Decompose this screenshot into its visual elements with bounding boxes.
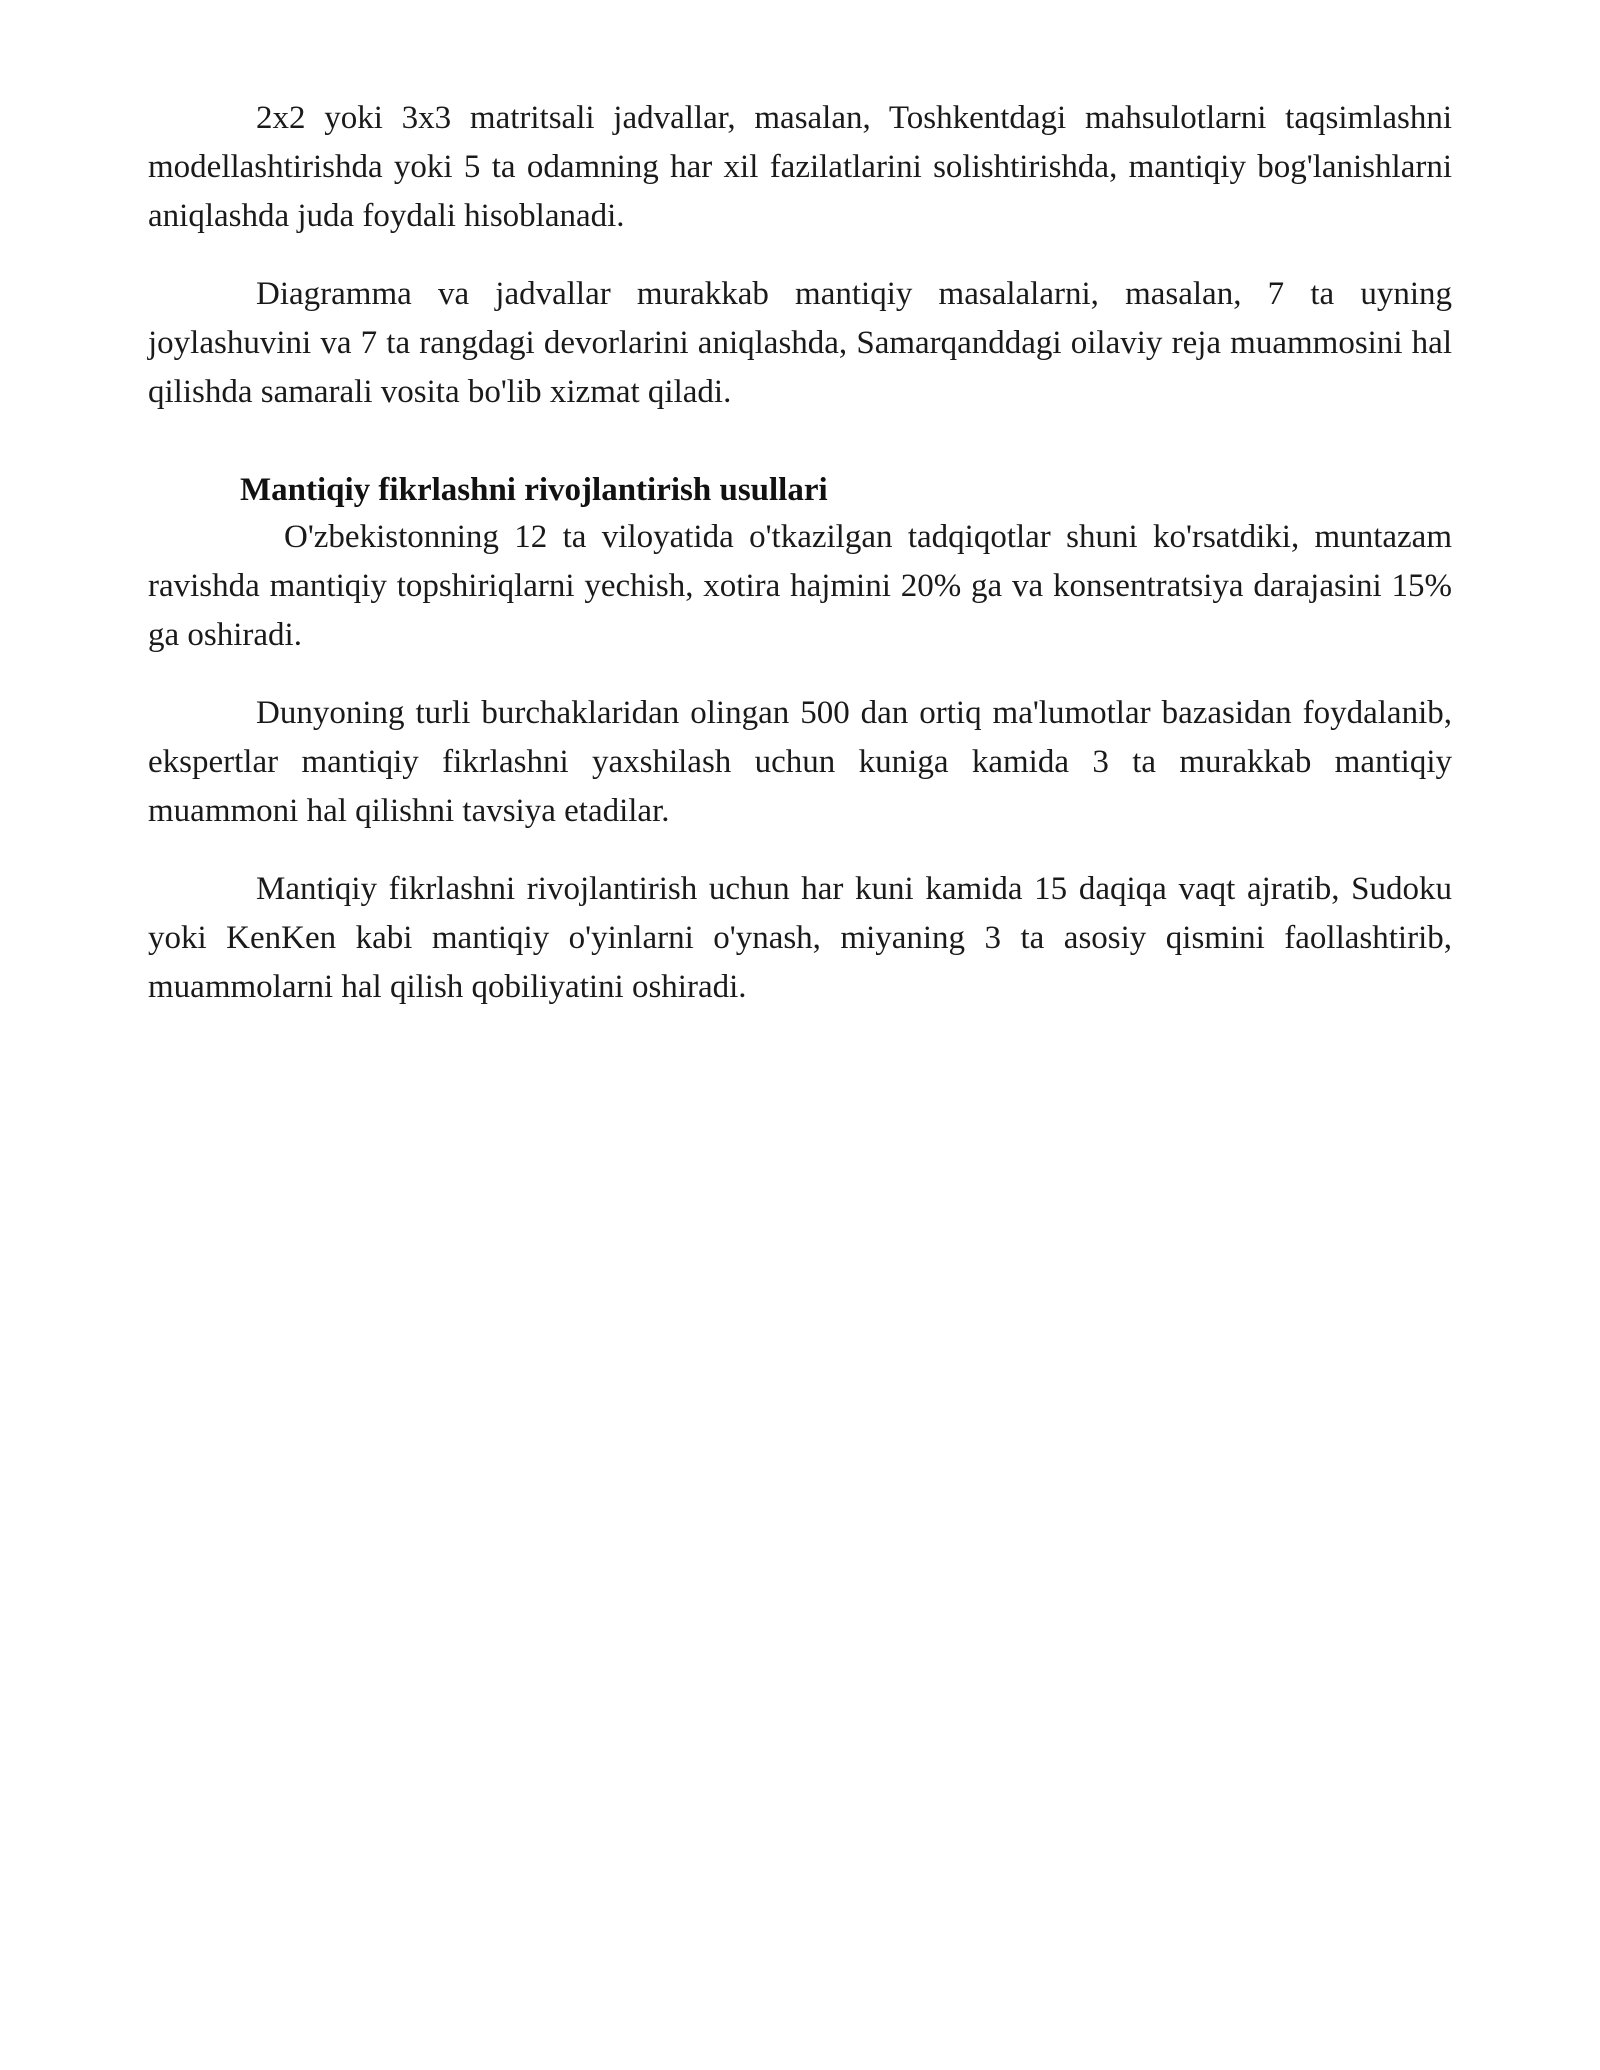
- paragraph-matrix-tables: 2x2 yoki 3x3 matritsali jadvallar, masalan, Toshkentdagi mahsulotlarni taqsimlashni modellashtirishda yoki 5 ta odamning har xil fazilatlarini solishtirishda, mantiqiy bog'lanishlarni aniqlashda juda foydali hisoblanadi.: [148, 100, 1452, 234]
- document-body: [148, 94, 1452, 1012]
- paragraph-diagrams-tables: Diagramma va jadvallar murakkab mantiqiy masalalarni, masalan, 7 ta uyning joylashuvini va 7 ta rangdagi devorlarini aniqlashda, Samarqanddagi oilaviy reja muammosini hal qilishda samarali vosita bo'lib xizmat qiladi.: [148, 276, 1452, 410]
- paragraph-expert-recommendation: Dunyoning turli burchaklaridan olingan 500 dan ortiq ma'lumotlar bazasidan foydalanib, ekspertlar mantiqiy fikrlashni yaxshilash uchun kuniga kamida 3 ta murakkab mantiqiy muammoni hal qilishni tavsiya etadilar.: [148, 695, 1452, 829]
- paragraph-research-results: O'zbekistonning 12 ta viloyatida o'tkazilgan tadqiqotlar shuni ko'rsatdiki, muntazam ravishda mantiqiy topshiriqlarni yechish, xotira hajmini 20% ga va konsentratsiya darajasini 15% ga oshiradi.: [148, 519, 1452, 653]
- paragraph-daily-practice: Mantiqiy fikrlashni rivojlantirish uchun har kuni kamida 15 daqiqa vaqt ajratib, Sudoku yoki KenKen kabi mantiqiy o'yinlarni o'ynash, miyaning 3 ta asosiy qismini faollashtirib, muammolarni hal qilish qobiliyatini oshiradi.: [148, 871, 1452, 1005]
- section-heading: Mantiqiy fikrlashni rivojlantirish usullari: [240, 472, 828, 508]
